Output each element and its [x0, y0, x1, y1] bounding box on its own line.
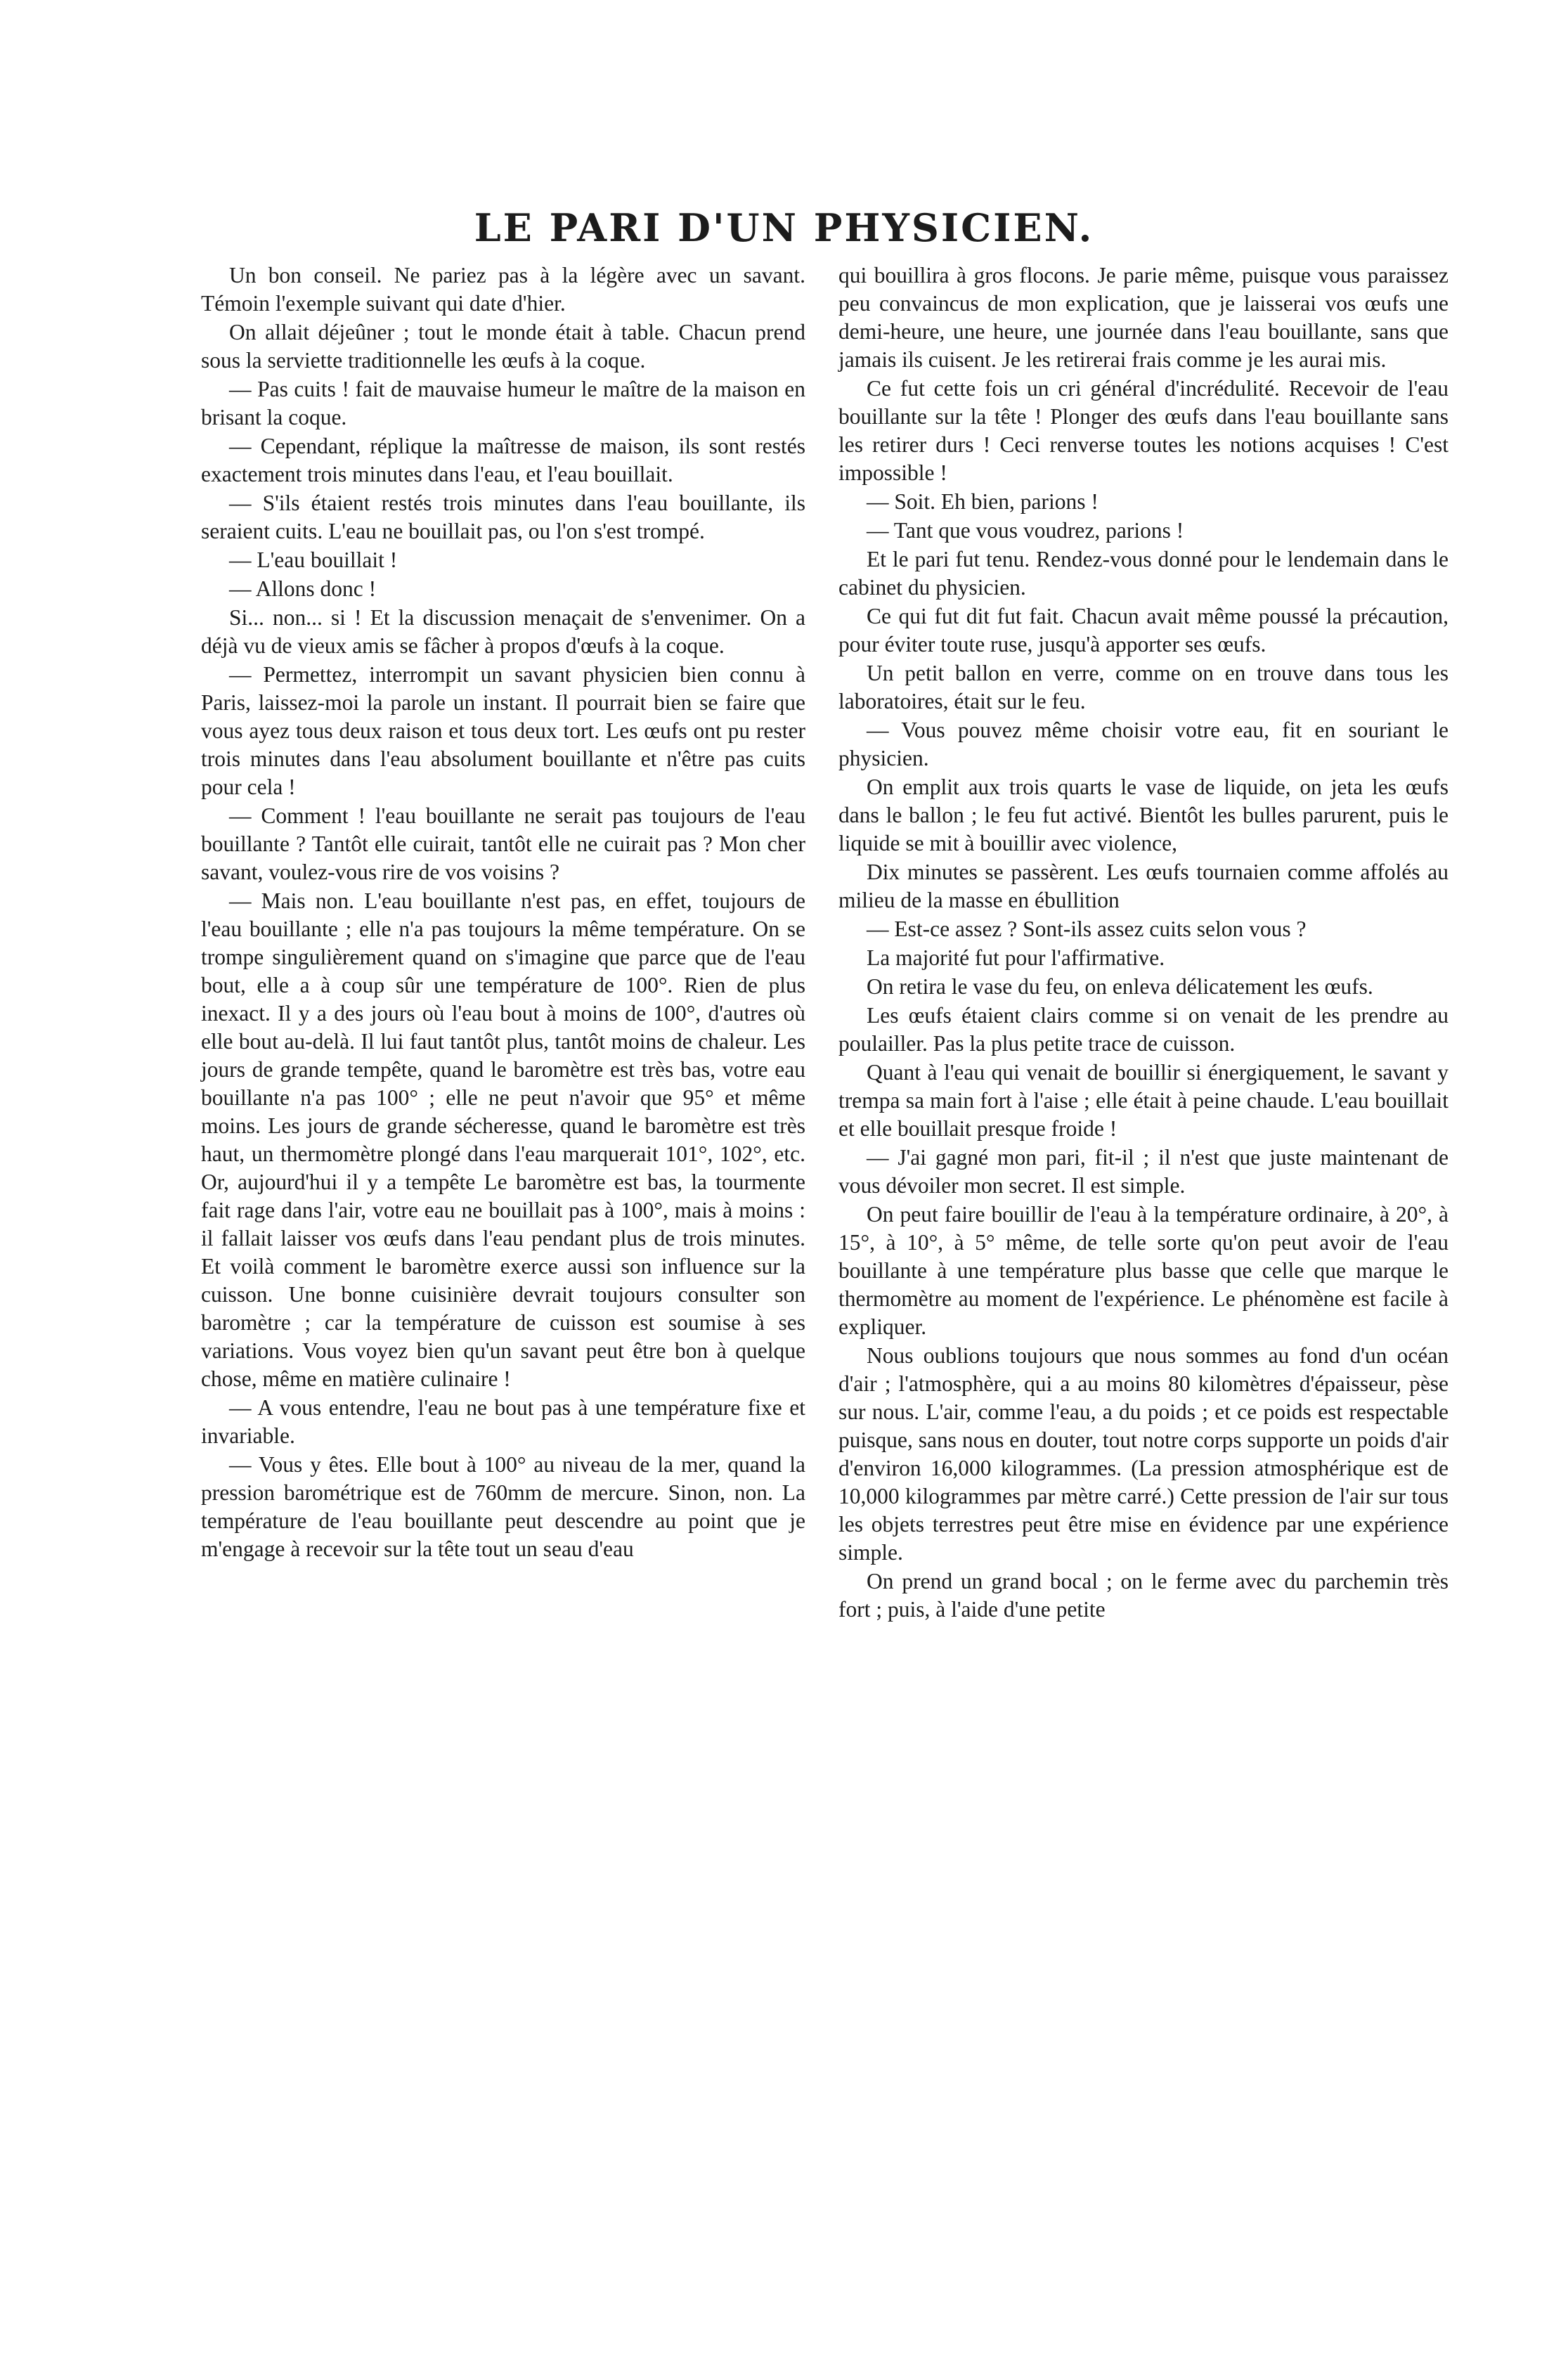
paragraph: — Pas cuits ! fait de mauvaise humeur le maître de la maison en brisant la coque. — [201, 377, 805, 429]
paragraph: Un bon conseil. Ne pariez pas à la légère avec un savant. Témoin l'exemple suivant qui date d'hier. — [201, 263, 805, 316]
page-title: LE PARI D'UN PHYSICIEN. — [474, 205, 1094, 250]
paragraph: Ce qui fut dit fut fait. Chacun avait même poussé la précaution, pour éviter toute ruse, jusqu'à apporter ses œufs. — [838, 604, 1449, 657]
paragraph: On prend un grand bocal ; on le ferme avec du parchemin très fort ; puis, à l'aide d'une petite — [838, 1569, 1449, 1622]
paragraph: Un petit ballon en verre, comme on en trouve dans tous les laboratoires, était sur le feu. — [838, 661, 1449, 713]
paragraph: — Mais non. L'eau bouillante n'est pas, en effet, toujours de l'eau bouillante ; elle n'a pas toujours la même température. On se trompe singulièrement quand on s'imagine que parce que de l'eau bout, elle a à coup sûr une température de 100°. Rien de plus inexact. Il y a des jours où l'eau bout à moins de 100°, d'autres où elle bout au-delà. Il lui faut tantôt plus, tantôt moins de chaleur. Les jours de grande tempête, quand le baromètre est très bas, votre eau bouillante n'a pas 100° ; elle ne peut n'avoir que 95° et même moins. Les jours de grande sécheresse, quand le baromètre est très haut, un thermomètre plongé dans l'eau marquerait 101°, 102°, etc. Or, aujourd'hui il y a tempête Le baromètre est bas, la tourmente fait rage dans l'air, votre eau ne bouillait pas à 100°, mais à moins : il fallait laisser vos œufs dans l'eau pendant plus de trois minutes. Et voilà comment le baromètre exerce aussi son influence sur la cuisson. Une bonne cuisinière devrait toujours consulter son baromètre ; car la température de cuisson est soumise à ses variations. Vous voyez bien qu'un savant peut être bon à quelque chose, même en matière culinaire ! — [201, 888, 805, 1391]
left-column — [201, 261, 805, 1564]
paragraph: — Cependant, réplique la maîtresse de maison, ils sont restés exactement trois minutes dans l'eau, et l'eau bouillait. — [201, 434, 805, 486]
right-column — [838, 261, 1449, 1624]
paragraph: — Vous y êtes. Elle bout à 100° au niveau de la mer, quand la pression barométrique est de 760mm de mercure. Sinon, non. La température de l'eau bouillante peut descendre au point que je m'engage à recevoir sur la tête tout un seau d'eau — [201, 1452, 805, 1561]
paragraph: On emplit aux trois quarts le vase de liquide, on jeta les œufs dans le ballon ; le feu fut activé. Bientôt les bulles parurent, puis le liquide se mit à bouillir avec violence, — [838, 775, 1449, 855]
paragraph: Dix minutes se passèrent. Les œufs tournaien comme affolés au milieu de la masse en ébullition — [838, 860, 1449, 912]
paragraph: La majorité fut pour l'affirmative. — [867, 945, 1165, 970]
paragraph: — J'ai gagné mon pari, fit-il ; il n'est que juste maintenant de vous dévoiler mon secret. Il est simple. — [838, 1145, 1449, 1198]
paragraph: — L'eau bouillait ! — [229, 548, 398, 572]
paragraph: — Est-ce assez ? Sont-ils assez cuits selon vous ? — [867, 917, 1307, 941]
paragraph: — S'ils étaient restés trois minutes dans l'eau bouillante, ils seraient cuits. L'eau ne bouillait pas, ou l'on s'est trompé. — [201, 491, 805, 543]
paragraph: — A vous entendre, l'eau ne bout pas à une température fixe et invariable. — [201, 1395, 805, 1448]
paragraph: — Allons donc ! — [229, 576, 377, 601]
paragraph: — Soit. Eh bien, parions ! — [867, 489, 1099, 514]
paragraph: Nous oublions toujours que nous sommes au fond d'un océan d'air ; l'atmosphère, qui a au moins 80 kilomètres d'épaisseur, pèse sur nous. L'air, comme l'eau, a du poids ; et ce poids est respectable puisque, sans nous en douter, tout notre corps supporte un poids d'air d'environ 16,000 kilogrammes. (La pression atmosphérique est de 10,000 kilogrammes par mètre carré.) Cette pression de l'air sur tous les objets terrestres peut être mise en évidence par une expérience simple. — [838, 1343, 1449, 1565]
paragraph: On retira le vase du feu, on enleva délicatement les œufs. — [867, 974, 1373, 999]
paragraph: On peut faire bouillir de l'eau à la température ordinaire, à 20°, à 15°, à 10°, à 5° même, de telle sorte qu'on peut avoir de l'eau bouillante à une température plus basse que celle que marque le thermomètre au moment de l'expérience. Le phénomène est facile à expliquer. — [838, 1202, 1449, 1339]
paragraph: On allait déjeûner ; tout le monde était à table. Chacun prend sous la serviette traditionnelle les œufs à la coque. — [201, 320, 805, 373]
paragraph: — Permettez, interrompit un savant physicien bien connu à Paris, laissez-moi la parole un instant. Il pourrait bien se faire que vous ayez tous deux raison et tous deux tort. Les œufs ont pu rester trois minutes dans l'eau absolument bouillante et n'être pas cuits pour cela ! — [201, 662, 805, 799]
paragraph: — Comment ! l'eau bouillante ne serait pas toujours de l'eau bouillante ? Tantôt elle cuirait, tantôt elle ne cuirait pas ? Mon cher savant, voulez-vous rire de vos voisins ? — [201, 803, 805, 884]
paragraph: Si... non... si ! Et la discussion menaçait de s'envenimer. On a déjà vu de vieux amis se fâcher à propos d'œufs à la coque. — [201, 605, 805, 658]
paragraph: — Tant que vous voudrez, parions ! — [867, 518, 1184, 543]
paragraph: Les œufs étaient clairs comme si on venait de les prendre au poulailler. Pas la plus petite trace de cuisson. — [838, 1003, 1449, 1056]
paragraph: Ce fut cette fois un cri général d'incrédulité. Recevoir de l'eau bouillante sur la tête ! Plonger des œufs dans l'eau bouillante sans les retirer durs ! Ceci renverse toutes les notions acquises ! C'est impossible ! — [838, 376, 1449, 485]
paragraph: Et le pari fut tenu. Rendez-vous donné pour le lendemain dans le cabinet du physicien. — [838, 547, 1449, 600]
paragraph: — Vous pouvez même choisir votre eau, fit en souriant le physicien. — [838, 718, 1449, 770]
paragraph: Quant à l'eau qui venait de bouillir si énergiquement, le savant y trempa sa main fort à l'aise ; elle était à peine chaude. L'eau bouillait et elle bouillait presque froide ! — [838, 1060, 1449, 1141]
paragraph-continuation: qui bouillira à gros flocons. Je parie même, puisque vous paraissez peu convaincus de mon explication, que je laisserai vos œufs une demi-heure, une heure, une journée dans l'eau bouillante, sans que jamais ils cuisent. Je les retirerai frais comme je les aurai mis. — [838, 263, 1449, 372]
